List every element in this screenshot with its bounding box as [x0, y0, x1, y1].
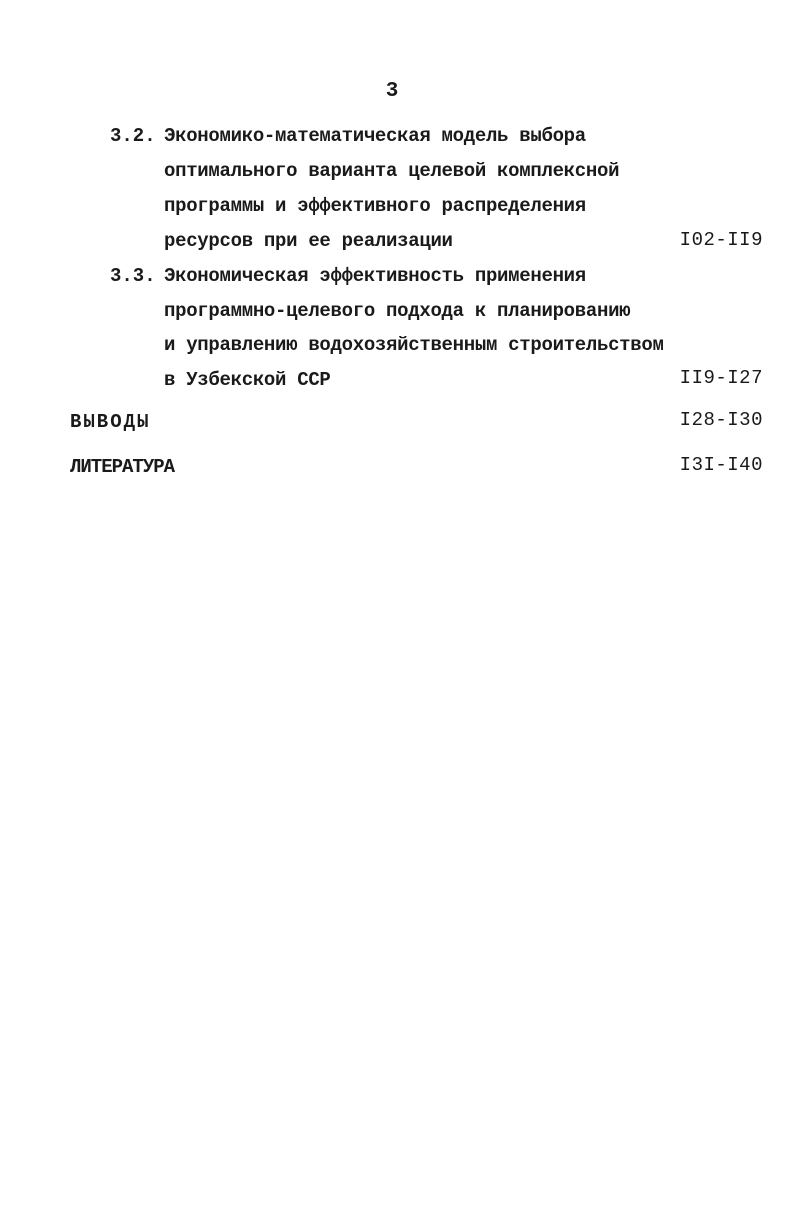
literature-heading: ЛИТЕРАТУРА: [70, 456, 175, 478]
section-number: 3.2.: [110, 125, 156, 147]
toc-entry-line: в Узбекской ССР: [164, 369, 331, 391]
toc-entry-line: и управлению водохозяйственным строительством: [164, 334, 664, 356]
toc-page-range: II9-I27: [679, 367, 763, 389]
toc-page-range: I3I-I40: [679, 454, 763, 476]
toc-entry-line: программно-целевого подхода к планированию: [164, 300, 631, 322]
conclusions-heading: ВЫВОДЫ: [70, 411, 151, 433]
toc-entry-line: Экономико-математическая модель выбора: [164, 125, 586, 147]
toc-page-range: I28-I30: [679, 409, 763, 431]
section-number: 3.3.: [110, 265, 156, 287]
toc-entry-line: программы и эффективного распределения: [164, 195, 586, 217]
toc-page-range: I02-II9: [679, 229, 763, 251]
page-number: 3: [385, 80, 399, 103]
toc-entry-line: оптимального варианта целевой комплексной: [164, 160, 620, 182]
toc-entry-line: ресурсов при ее реализации: [164, 230, 453, 252]
toc-entry-line: Экономическая эффективность применения: [164, 265, 586, 287]
